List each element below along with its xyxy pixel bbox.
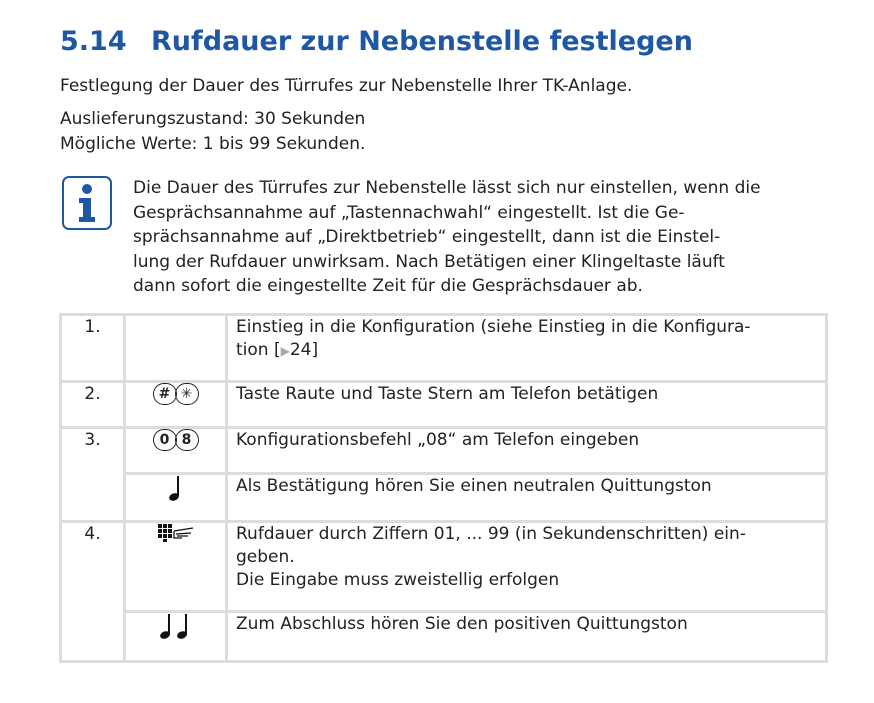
page-ref-arrow-icon[interactable]: ▶ bbox=[280, 344, 290, 358]
step-text bbox=[227, 315, 827, 382]
info-text bbox=[133, 176, 761, 299]
default-value-text: Auslieferungszustand: 30 Sekunden bbox=[60, 109, 366, 129]
step-line bbox=[236, 339, 825, 363]
table-row bbox=[61, 315, 827, 382]
step-line: Die Eingabe muss zweistellig erfolgen bbox=[236, 570, 560, 590]
section-number: 5.14 bbox=[60, 26, 127, 57]
step-line-text: tion [ bbox=[236, 340, 281, 360]
step-text bbox=[227, 522, 827, 612]
step-line: Einstieg in die Konfiguration (siehe Einstieg in die Konfigura- bbox=[236, 317, 751, 337]
step-number: 3. bbox=[61, 428, 125, 522]
step-text: Als Bestätigung hören Sie einen neutralen Quittungston bbox=[227, 474, 827, 522]
hash-key-icon: # bbox=[153, 383, 177, 405]
intro-text: Festlegung der Dauer des Türrufes zur Nebenstelle Ihrer TK-Anlage. bbox=[60, 76, 633, 96]
table-row bbox=[61, 522, 827, 612]
section-title: Rufdauer zur Nebenstelle festlegen bbox=[151, 26, 693, 57]
step-line: Rufdauer durch Ziffern 01, ... 99 (in Sekundenschritten) ein- bbox=[236, 524, 746, 544]
info-line: sprächsannahme auf „Direktbetrieb“ eingestellt, dann ist die Einstel- bbox=[133, 227, 721, 248]
steps-table bbox=[59, 313, 828, 663]
step-number: 1. bbox=[61, 315, 125, 382]
step-number: 2. bbox=[61, 382, 125, 428]
info-icon bbox=[62, 176, 112, 230]
page-ref[interactable]: 24] bbox=[289, 340, 319, 360]
info-line: dann sofort die eingestellte Zeit für die Gesprächsdauer ab. bbox=[133, 276, 643, 297]
single-note-icon bbox=[125, 474, 227, 522]
step-icon-cell bbox=[125, 315, 227, 382]
double-note-icon bbox=[125, 612, 227, 662]
keypad-hand-icon bbox=[125, 522, 227, 612]
table-row bbox=[61, 382, 827, 428]
step-line: geben. bbox=[236, 547, 295, 567]
info-line: Gesprächsannahme auf „Tastennachwahl“ eingestellt. Ist die Ge- bbox=[133, 202, 685, 223]
step-text: Konfigurationsbefehl „08“ am Telefon eingeben bbox=[227, 428, 827, 474]
hash-star-keys-icon bbox=[125, 382, 227, 428]
info-line: lung der Rufdauer unwirksam. Nach Betätigen einer Klingeltaste läuft bbox=[133, 251, 725, 272]
star-key-icon: ✳ bbox=[175, 383, 199, 405]
digit-keys-icon bbox=[125, 428, 227, 474]
table-row bbox=[61, 612, 827, 662]
step-text: Taste Raute und Taste Stern am Telefon betätigen bbox=[227, 382, 827, 428]
digit-8-key-icon: 8 bbox=[175, 429, 199, 451]
possible-values-text: Mögliche Werte: 1 bis 99 Sekunden. bbox=[60, 134, 366, 154]
step-text: Zum Abschluss hören Sie den positiven Quittungston bbox=[227, 612, 827, 662]
info-line: Die Dauer des Türrufes zur Nebenstelle lässt sich nur einstellen, wenn die bbox=[133, 178, 761, 198]
digit-0-key-icon: 0 bbox=[153, 429, 177, 451]
step-number: 4. bbox=[61, 522, 125, 662]
table-row bbox=[61, 428, 827, 474]
section-heading bbox=[60, 26, 693, 57]
table-row bbox=[61, 474, 827, 522]
